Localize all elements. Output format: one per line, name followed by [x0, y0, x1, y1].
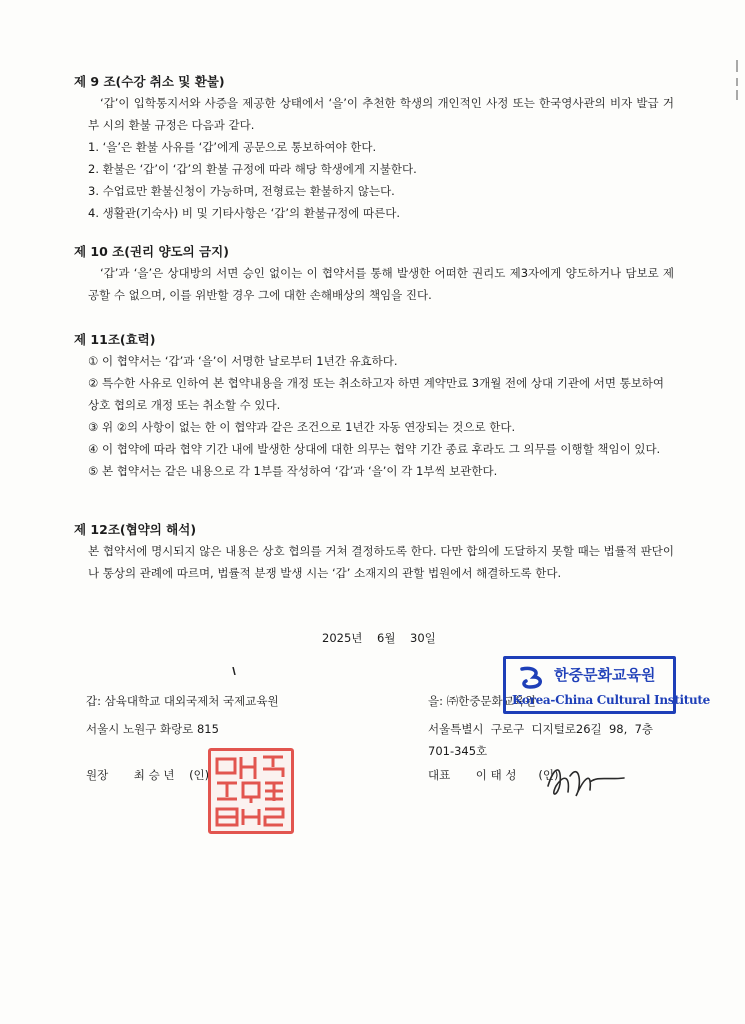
official-seal	[208, 748, 294, 834]
party-b-address-line2: 701-345호	[428, 744, 488, 758]
party-b-name: 을: ㈜한중문화교육원	[428, 694, 536, 708]
party-a-name: 갑: 삼육대학교 대외국제처 국제교육원	[86, 694, 279, 708]
article-title: 제 9 조(수강 취소 및 환불)	[74, 74, 225, 89]
article-11	[74, 330, 674, 482]
seal-icon	[211, 751, 291, 831]
article-title: 제 11조(효력)	[74, 332, 156, 347]
article-title: 제 12조(협약의 해석)	[74, 522, 197, 537]
article-item: 1. ‘을’은 환불 사유를 ‘갑’에게 공문으로 통보하여야 한다.	[88, 140, 377, 154]
article-item: 2. 환불은 ‘갑’이 ‘갑’의 환불 규정에 따라 해당 학생에게 지불한다.	[88, 162, 417, 176]
article-intro: ‘갑’이 입학통지서와 사증을 제공한 상태에서 ‘을’이 추천한 학생의 개인적인 사정 또는 한국영사관의 비자 발급 거부 시의 환불 규정은 다음과 같다.	[88, 96, 674, 132]
article-intro: 본 협약서에 명시되지 않은 내용은 상호 협의를 거쳐 결정하도록 한다. 다만 합의에 도달하지 못할 때는 법률적 판단이나 통상의 관례에 따르며, 법률적 분쟁 발생 시는 ‘갑’ 소재지의 관할 법원에서 해결하도록 한다.	[88, 544, 674, 580]
party-b-address-line1: 서울특별시 구로구 디지털로26길 98, 7층	[428, 722, 654, 736]
article-title: 제 10 조(권리 양도의 금지)	[74, 244, 229, 259]
article-item: ② 특수한 사유로 인하여 본 협약내용을 개정 또는 취소하고자 하면 계약만료 3개월 전에 상대 기관에 서면 통보하여 상호 협의로 개정 또는 취소할 수 있다.	[88, 376, 665, 412]
article-intro: ‘갑’과 ‘을’은 상대방의 서면 승인 없이는 이 협약서를 통해 발생한 어떠한 권리도 제3자에게 양도하거나 담보로 제공할 수 없으며, 이를 위반할 경우 그에 대한 손해배상의 책임을 진다.	[88, 266, 674, 302]
party-a-address: 서울시 노원구 화랑로 815	[86, 722, 219, 736]
institute-stamp	[503, 656, 710, 714]
party-a-signer: 원장 최 승 년 (인)	[86, 768, 210, 782]
contract-date: 2025년 6월 30일	[322, 631, 436, 645]
signature-icon	[540, 756, 630, 806]
article-10	[74, 242, 674, 306]
article-item: 4. 생활관(기숙사) 비 및 기타사항은 ‘갑’의 환불규정에 따른다.	[88, 206, 401, 220]
scan-edge-mark	[735, 60, 739, 100]
article-12	[74, 520, 674, 584]
article-item: 3. 수업료만 환불신청이 가능하며, 전형료는 환불하지 않는다.	[88, 184, 395, 198]
article-item: ③ 위 ②의 사항이 없는 한 이 협약과 같은 조건으로 1년간 자동 연장되는 것으로 한다.	[88, 420, 516, 434]
party-b-signer: 대표 이 태 성 (인)	[428, 768, 559, 782]
article-item: ④ 이 협약에 따라 협약 기간 내에 발생한 상대에 대한 의무는 협약 기간 종료 후라도 그 의무를 이행할 책임이 있다.	[88, 442, 661, 456]
ink-mark	[232, 667, 236, 675]
stamp-name-en: Korea-China Cultural Institute	[512, 693, 710, 707]
institute-logo-icon	[518, 665, 548, 691]
article-item: ⑤ 본 협약서는 같은 내용으로 각 1부를 작성하여 ‘갑’과 ‘을’이 각 1부씩 보관한다.	[88, 464, 498, 478]
stamp-name-ko: 한중문화교육원	[554, 666, 656, 684]
article-item: ① 이 협약서는 ‘갑’과 ‘을’이 서명한 날로부터 1년간 유효하다.	[88, 354, 398, 368]
article-9	[74, 72, 674, 224]
